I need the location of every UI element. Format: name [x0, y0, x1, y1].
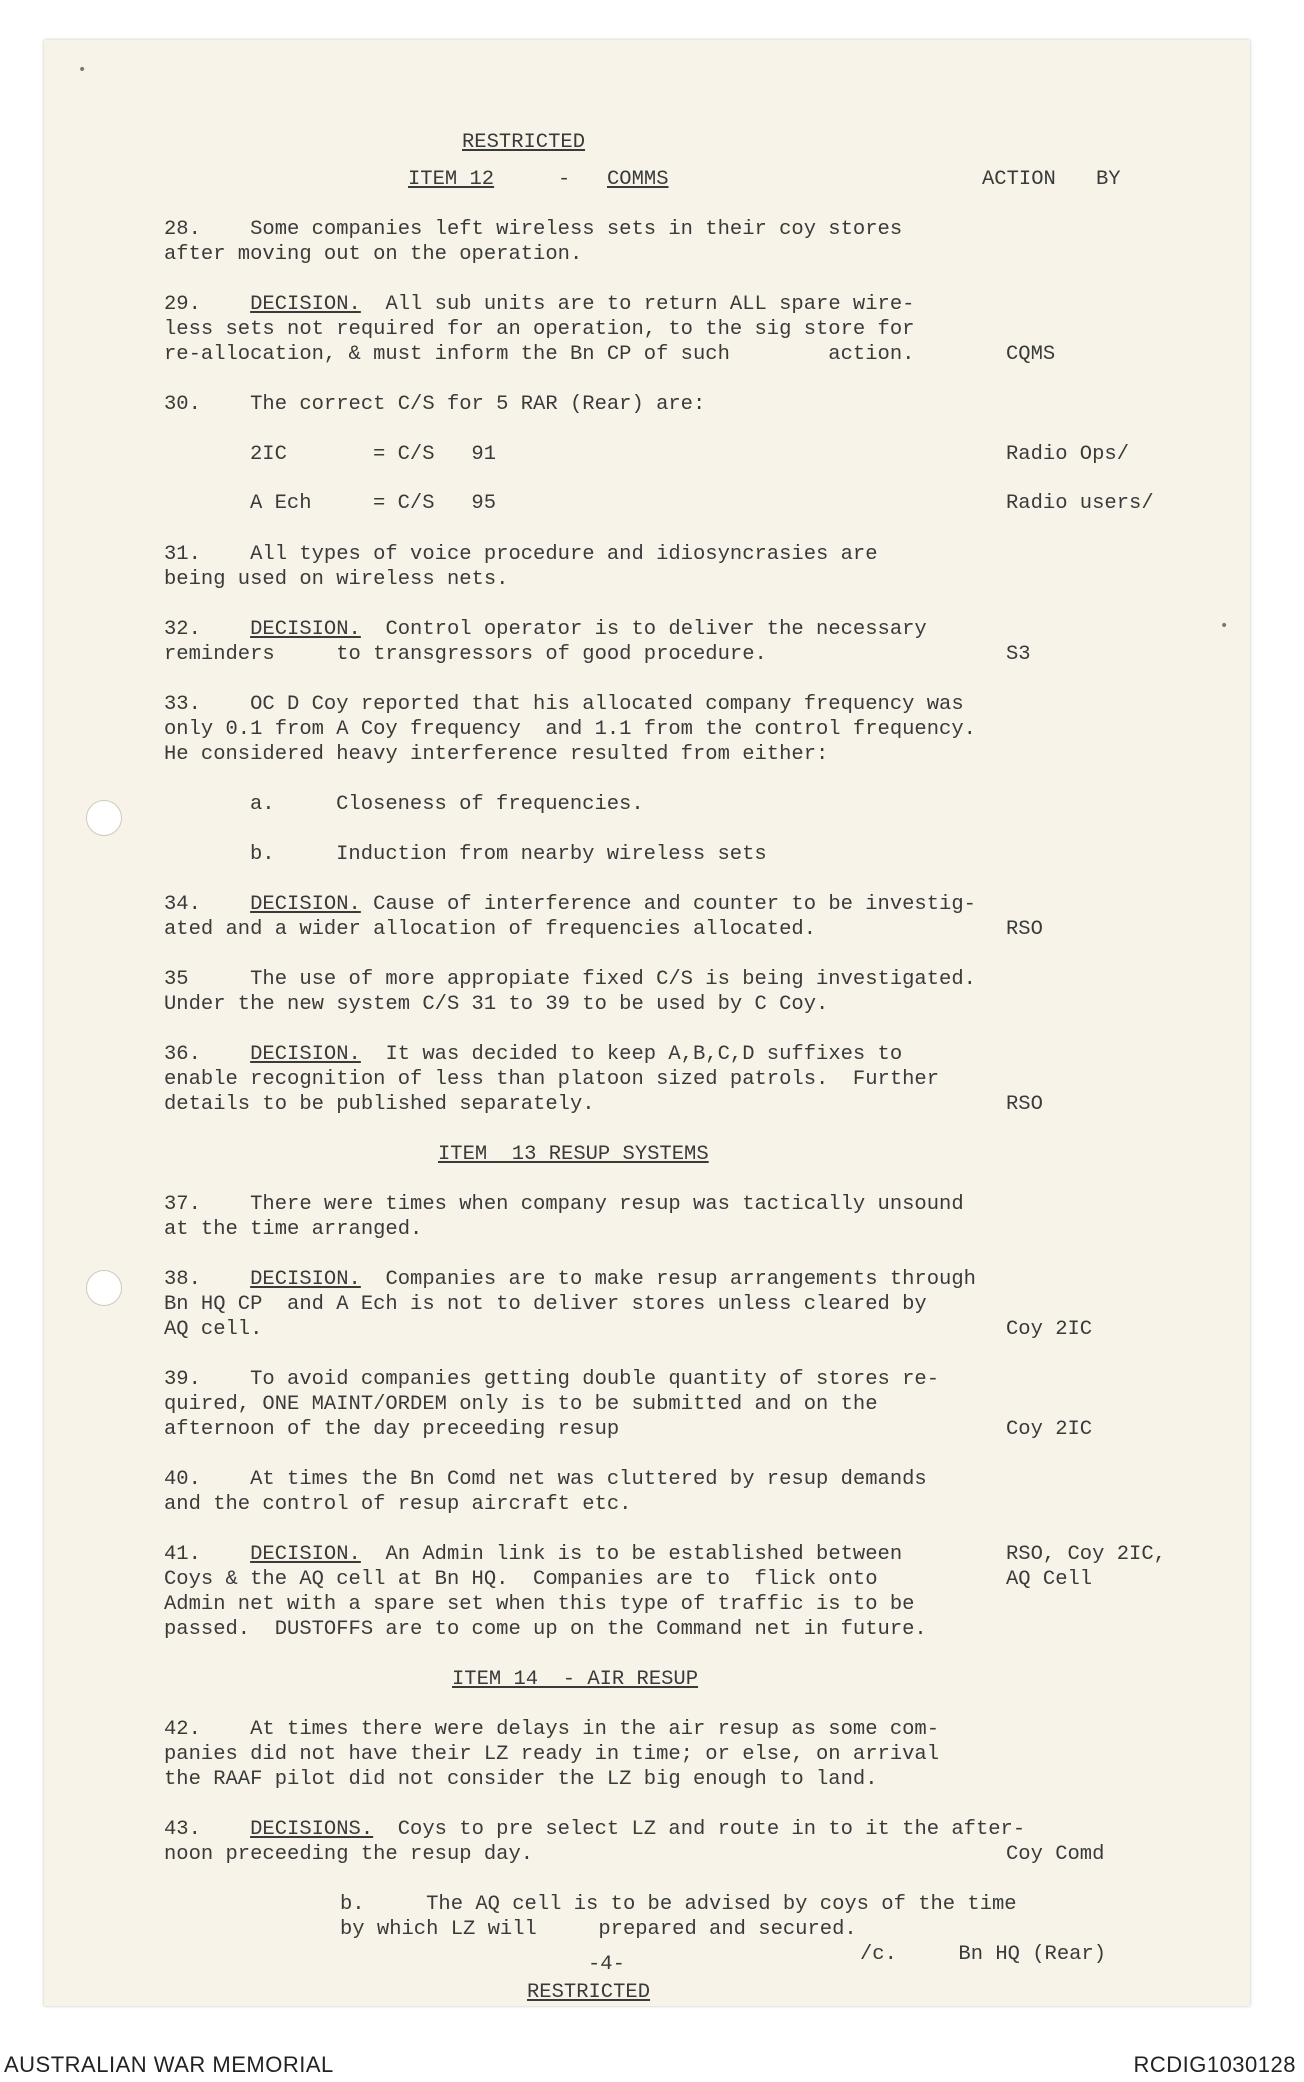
para-text: Control operator is to deliver the necessary — [360, 618, 927, 641]
text-line-p41b: Coys & the AQ cell at Bn HQ. Companies are to flick onto — [164, 1568, 878, 1591]
action-entry-a38: Coy 2IC — [1006, 1318, 1093, 1341]
text-line-p29c: re-allocation, & must inform the Bn CP of such action. — [164, 343, 915, 366]
para-number: 43. — [164, 1818, 251, 1841]
action-entry-a34: RSO — [1006, 918, 1043, 941]
decision-label: DECISION. — [250, 618, 361, 641]
classification-bottom: RESTRICTED — [527, 1981, 651, 2004]
text-line-p38c: AQ cell. — [164, 1318, 263, 1341]
text-line-p37a: 37. There were times when company resup was tactically unsound — [164, 1193, 964, 1216]
classification-top: RESTRICTED — [462, 131, 586, 154]
text-line-p28b: after moving out on the operation. — [164, 243, 583, 266]
text-line-p30b: 2IC = C/S 91 — [250, 443, 497, 466]
text-line-p36a — [164, 1045, 902, 1066]
text-line-p36c: details to be published separately. — [164, 1093, 595, 1116]
para-number: 32. — [164, 618, 251, 641]
item-12-title: COMMS — [607, 168, 669, 191]
text-line-p38b: Bn HQ CP and A Ech is not to deliver stores unless cleared by — [164, 1293, 927, 1316]
text-line-p33e: b. Induction from nearby wireless sets — [250, 843, 767, 866]
text-line-p33c: He considered heavy interference resulted from either: — [164, 743, 829, 766]
text-line-p35a: 35 The use of more appropiate fixed C/S is being investigated. — [164, 968, 976, 991]
para-text: Coys to pre select LZ and route in to it the after- — [373, 1818, 1026, 1841]
text-line-p40a: 40. At times the Bn Comd net was cluttered by resup demands — [164, 1468, 927, 1491]
text-line-p29a — [164, 295, 914, 316]
page-number: -4- — [588, 1953, 625, 1976]
ink-speck: • — [1220, 618, 1229, 634]
para-text: It was decided to keep A,B,C,D suffixes to — [360, 1043, 903, 1066]
text-line-p40b: and the control of resup aircraft etc. — [164, 1493, 632, 1516]
para-text: Cause of interference and counter to be investig- — [360, 893, 976, 916]
text-line-p33b: only 0.1 from A Coy frequency and 1.1 from the control frequency. — [164, 718, 976, 741]
action-entry-a29: CQMS — [1006, 343, 1056, 366]
text-line-p33d: a. Closeness of frequencies. — [250, 793, 644, 816]
action-entry-a39: Coy 2IC — [1006, 1418, 1093, 1441]
text-line-p38a — [164, 1270, 976, 1291]
text-line-p34a — [164, 895, 976, 916]
text-line-p43b: noon preceeding the resup day. — [164, 1843, 534, 1866]
para-text: All sub units are to return ALL spare wire- — [360, 293, 915, 316]
text-line-p42c: the RAAF pilot did not consider the LZ big enough to land. — [164, 1768, 878, 1791]
text-line-p32b: reminders to transgressors of good procedure. — [164, 643, 767, 666]
text-line-p39b: quired, ONE MAINT/ORDEM only is to be submitted and on the — [164, 1393, 878, 1416]
action-entry-a36: RSO — [1006, 1093, 1043, 1116]
archive-footer-right: RCDIG1030128 — [1133, 2052, 1296, 2077]
para-number: 36. — [164, 1043, 251, 1066]
action-entry-a41b: AQ Cell — [1006, 1568, 1093, 1591]
text-line-p43a — [164, 1820, 1025, 1841]
text-line-p34b: ated and a wider allocation of frequencies allocated. — [164, 918, 817, 941]
text-line-p37b: at the time arranged. — [164, 1218, 423, 1241]
action-entry-a43c: /c. Bn HQ (Rear) — [860, 1943, 1107, 1966]
decision-label: DECISION. — [250, 1543, 361, 1566]
decision-label: DECISION. — [250, 1043, 361, 1066]
decision-label: DECISION. — [250, 1268, 361, 1291]
text-line-p36b: enable recognition of less than platoon sized patrols. Further — [164, 1068, 940, 1091]
text-line-p32a — [164, 620, 927, 641]
by-column-heading: BY — [1096, 168, 1121, 191]
decision-label: DECISION. — [250, 893, 361, 916]
text-line-p41c: Admin net with a spare set when this type of traffic is to be — [164, 1593, 915, 1616]
archive-footer-left: AUSTRALIAN WAR MEMORIAL — [4, 2052, 334, 2077]
punch-hole-top — [86, 800, 122, 836]
action-entry-a30a: Radio Ops/ — [1006, 443, 1130, 466]
para-number: 41. — [164, 1543, 251, 1566]
item-heading-h13: ITEM 13 RESUP SYSTEMS — [438, 1143, 709, 1166]
para-number: 34. — [164, 893, 251, 916]
action-entry-a43a: Coy Comd — [1006, 1843, 1105, 1866]
ink-speck: • — [78, 62, 87, 78]
punch-hole-bottom — [86, 1270, 122, 1306]
text-line-p35b: Under the new system C/S 31 to 39 to be used by C Coy. — [164, 993, 829, 1016]
text-line-p31b: being used on wireless nets. — [164, 568, 509, 591]
decision-label: DECISION. — [250, 293, 361, 316]
item-12-dash: - — [558, 168, 571, 191]
text-line-p41d: passed. DUSTOFFS are to come up on the Command net in future. — [164, 1618, 927, 1641]
text-line-p39a: 39. To avoid companies getting double quantity of stores re- — [164, 1368, 940, 1391]
text-line-p33a: 33. OC D Coy reported that his allocated company frequency was — [164, 693, 964, 716]
text-line-p30c: A Ech = C/S 95 — [250, 492, 497, 515]
action-column-heading: ACTION — [982, 168, 1056, 191]
para-text: Companies are to make resup arrangements through — [360, 1268, 976, 1291]
text-line-p43d: by which LZ will prepared and secured. — [340, 1918, 857, 1941]
text-line-p41a — [164, 1545, 902, 1566]
text-line-p39c: afternoon of the day preceeding resup — [164, 1418, 620, 1441]
para-text: An Admin link is to be established between — [360, 1543, 903, 1566]
text-line-p29b: less sets not required for an operation, to the sig store for — [164, 318, 915, 341]
item-heading-h14: ITEM 14 - AIR RESUP — [452, 1668, 699, 1691]
action-entry-a32: S3 — [1006, 643, 1031, 666]
decision-label: DECISIONS. — [250, 1818, 374, 1841]
text-line-p43c: b. The AQ cell is to be advised by coys of the time — [340, 1893, 1017, 1916]
item-12-label: ITEM 12 — [408, 168, 495, 191]
text-line-p28a: 28. Some companies left wireless sets in their coy stores — [164, 218, 903, 241]
text-line-p30a: 30. The correct C/S for 5 RAR (Rear) are: — [164, 393, 706, 416]
action-entry-a30b: Radio users/ — [1006, 492, 1154, 515]
text-line-p42b: panies did not have their LZ ready in time; or else, on arrival — [164, 1743, 940, 1766]
para-number: 38. — [164, 1268, 251, 1291]
text-line-p42a: 42. At times there were delays in the air resup as some com- — [164, 1718, 940, 1741]
text-line-p31a: 31. All types of voice procedure and idiosyncrasies are — [164, 543, 878, 566]
para-number: 29. — [164, 293, 251, 316]
action-entry-a41a: RSO, Coy 2IC, — [1006, 1543, 1166, 1566]
